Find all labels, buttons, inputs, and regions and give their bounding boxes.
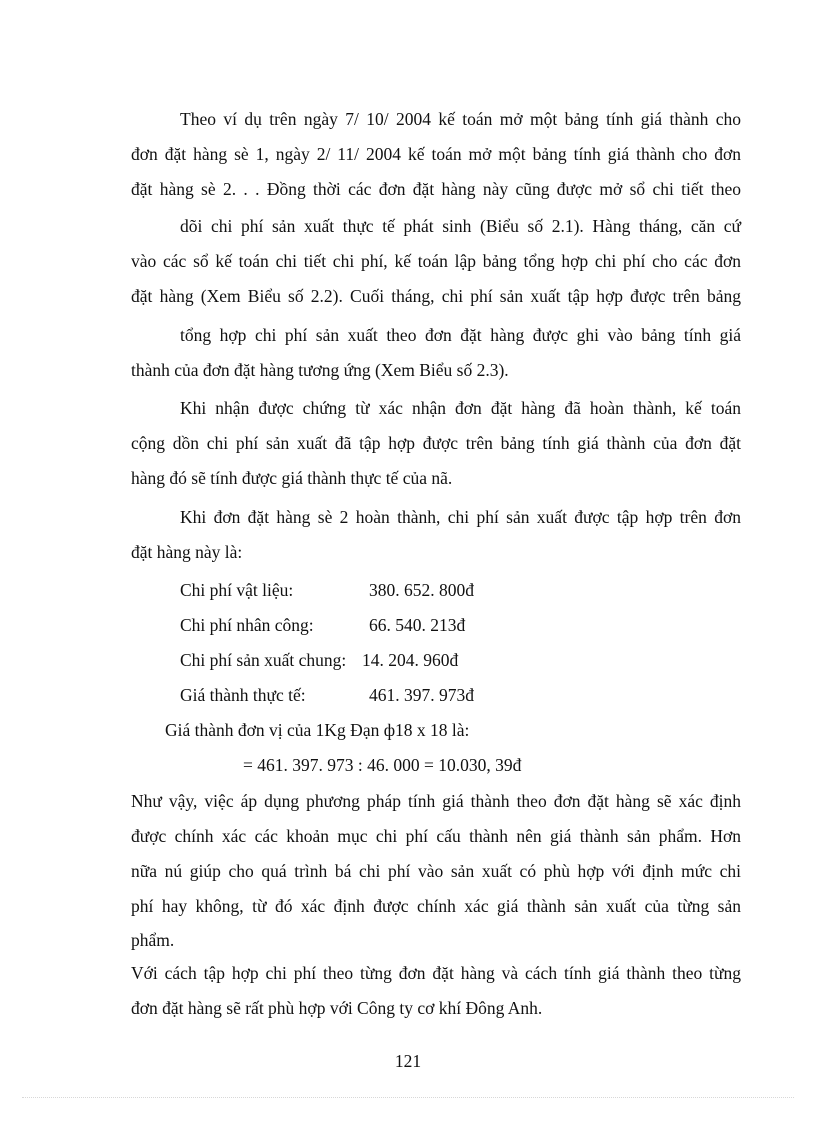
conclusion-line-1: Như vậy, việc áp dụng phương pháp tính giá thành theo đơn đặt hàng sẽ xác định: [131, 791, 741, 811]
cost-value-total: 461. 397. 973đ: [369, 685, 474, 705]
closing-line-1: Với cách tập hợp chi phí theo từng đơn đặt hàng và cách tính giá thành theo từng: [131, 963, 741, 983]
conclusion-line-5: phẩm.: [131, 930, 175, 950]
paragraph-3-line-2: thành của đơn đặt hàng tương ứng (Xem Biểu số 2.3).: [131, 360, 509, 380]
paragraph-3-line-1: tổng hợp chi phí sản xuất theo đơn đặt hàng được ghi vào bảng tính giá: [180, 325, 741, 345]
page-bottom-rule: [22, 1097, 794, 1098]
paragraph-2-line-1: dõi chi phí sản xuất thực tế phát sinh (Biểu số 2.1). Hàng tháng, căn cứ: [180, 216, 741, 236]
cost-label-material: Chi phí vật liệu:: [180, 580, 294, 600]
closing-line-2: đơn đặt hàng sẽ rất phù hợp với Công ty cơ khí Đông Anh.: [131, 998, 543, 1018]
conclusion-line-2: được chính xác các khoản mục chi phí cấu thành nên giá thành sản phẩm. Hơn: [131, 826, 741, 846]
cost-value-material: 380. 652. 800đ: [369, 580, 474, 600]
unit-cost-formula: = 461. 397. 973 : 46. 000 = 10.030, 39đ: [243, 755, 522, 775]
cost-value-overhead: 14. 204. 960đ: [362, 650, 459, 670]
paragraph-4-line-2: cộng dồn chi phí sản xuất đã tập hợp được trên bảng tính giá thành của đơn đặt: [131, 433, 741, 453]
page-number: 121: [394, 1051, 422, 1071]
paragraph-4-line-3: hàng đó sẽ tính được giá thành thực tế của nã.: [131, 468, 453, 488]
cost-label-total: Giá thành thực tế:: [180, 685, 306, 705]
conclusion-line-4: phí hay không, từ đó xác định được chính xác giá thành sản xuất của từng sản: [131, 896, 741, 916]
cost-value-labor: 66. 540. 213đ: [369, 615, 466, 635]
unit-cost-label: Giá thành đơn vị của 1Kg Đạn ф18 x 18 là:: [165, 720, 470, 740]
paragraph-1-line-1: Theo ví dụ trên ngày 7/ 10/ 2004 kế toán mở một bảng tính giá thành cho: [180, 109, 741, 129]
paragraph-5-line-2: đặt hàng này là:: [131, 542, 243, 562]
cost-label-labor: Chi phí nhân công:: [180, 615, 314, 635]
paragraph-2-line-2: vào các sổ kế toán chi tiết chi phí, kế toán lập bảng tổng hợp chi phí cho các đơn: [131, 251, 741, 271]
paragraph-5-line-1: Khi đơn đặt hàng sè 2 hoàn thành, chi phí sản xuất được tập hợp trên đơn: [180, 507, 741, 527]
paragraph-2-line-3: đặt hàng (Xem Biểu số 2.2). Cuối tháng, chi phí sản xuất tập hợp được trên bảng: [131, 286, 741, 306]
paragraph-4-line-1: Khi nhận được chứng từ xác nhận đơn đặt hàng đã hoàn thành, kế toán: [180, 398, 741, 418]
conclusion-line-3: nữa nú giúp cho quá trình bá chi phí vào sản xuất có phù hợp với định mức chi: [131, 861, 741, 881]
paragraph-1-line-3: đặt hàng sè 2. . . Đồng thời các đơn đặt hàng này cũng được mở sổ chi tiết theo: [131, 179, 741, 199]
cost-label-overhead: Chi phí sản xuất chung:: [180, 650, 347, 670]
paragraph-1-line-2: đơn đặt hàng sè 1, ngày 2/ 11/ 2004 kế toán mở một bảng tính giá thành cho đơn: [131, 144, 741, 164]
